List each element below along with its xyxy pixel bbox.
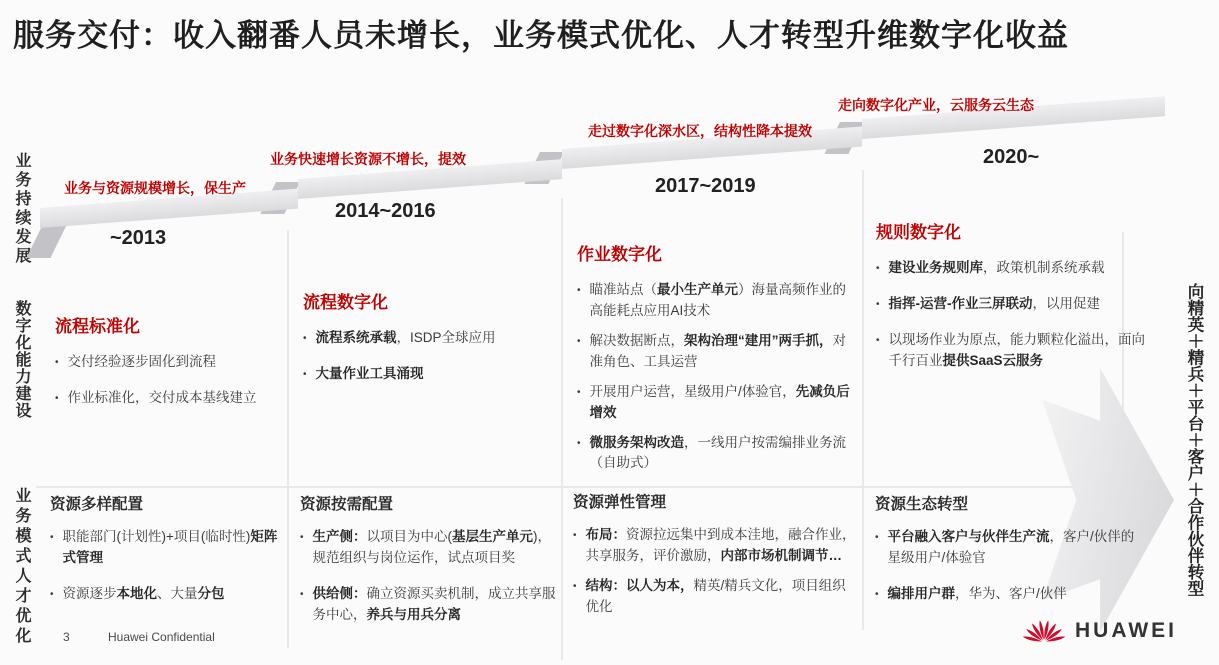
bullet-text: 流程系统承载，ISDP全球应用 (315, 330, 496, 345)
bullet-text: 编排用户群，华为、客户/伙伴 (887, 585, 1067, 601)
huawei-flower-icon (1022, 616, 1066, 646)
capability-section-rule-digitalization (876, 218, 1152, 387)
row-divider (36, 486, 1124, 488)
bullet-list (573, 525, 859, 618)
bullet-dot-icon: • (876, 299, 880, 310)
bullet-item (55, 352, 287, 373)
capability-section-operation-digitalization (577, 240, 857, 483)
capability-section-process-standardization (55, 312, 287, 424)
stage-years-4: 2020~ (983, 146, 1040, 168)
bullet-text: 开展用户运营，星级用户/体验官，先减负后增效 (589, 383, 850, 420)
bullet-item (300, 584, 560, 626)
capability-section-process-digitalization (303, 288, 553, 400)
section-header: 资源多样配置 (50, 496, 144, 513)
bullet-dot-icon: • (50, 532, 54, 543)
bullet-dot-icon: • (303, 369, 307, 380)
bullet-text: 瞄准站点（最小生产单元）海量高频作业的高能耗点应用AI技术 (589, 282, 847, 318)
bullet-item (50, 584, 290, 605)
bullet-item (303, 328, 553, 349)
bullet-dot-icon: • (577, 437, 581, 449)
bullet-text: 平台融入客户与伙伴生产流，客户/伙伴的星级用户/体验官 (887, 529, 1135, 565)
bullet-list (300, 527, 560, 626)
bullet-item (303, 364, 553, 385)
stage-years-1: ~2013 (110, 227, 167, 249)
bullet-dot-icon: • (577, 386, 581, 398)
left-axis-label-business-continuity: 业务持续发展 (13, 152, 30, 266)
bullet-dot-icon: • (300, 532, 304, 543)
bullet-item (876, 294, 1152, 315)
left-axis-label-business-model-talent: 业务模式人才优化 (13, 487, 30, 647)
bullet-text: 供给侧：确立资源买卖机制，成立共享服务中心，养兵与用兵分离 (312, 585, 556, 622)
bullet-list (876, 258, 1152, 372)
bullet-list (55, 352, 287, 409)
stage-years-2: 2014~2016 (335, 200, 436, 222)
bullet-item (577, 382, 857, 424)
stage-tagline-4: 走向数字化产业，云服务云生态 (838, 97, 1034, 113)
bullet-dot-icon: • (876, 263, 880, 274)
bullet-dot-icon: • (300, 588, 304, 600)
bullet-text: 指挥-运营-作业三屏联动，以用促建 (888, 296, 1101, 311)
bullet-item (577, 331, 857, 373)
bullet-dot-icon: • (577, 285, 581, 296)
huawei-logo (1022, 616, 1177, 646)
bullet-item (50, 527, 290, 569)
bullet-text: 以现场作业为原点，能力颗粒化溢出，面向千行百业提供SaaS云服务 (888, 332, 1146, 368)
bullet-text: 结构：以人为本，精英/精兵文化，项目组织优化 (585, 577, 846, 614)
bullet-text: 布局：资源拉远集中到成本洼地，融合作业，共享服务，评价激励，内部市场机制调节… (585, 527, 856, 563)
resource-section-diverse-allocation (50, 492, 290, 620)
section-header: 流程标准化 (55, 317, 140, 336)
stage-tagline-1: 业务与资源规模增长，保生产 (64, 180, 246, 196)
bullet-item (577, 433, 857, 475)
section-header: 流程数字化 (303, 293, 388, 312)
page-number: 3 (63, 630, 70, 644)
bullet-text: 职能部门(计划性)+项目(临时性)矩阵式管理 (62, 529, 278, 565)
bullet-dot-icon: • (875, 532, 879, 543)
section-header: 资源生态转型 (875, 496, 969, 513)
bullet-item (577, 280, 857, 322)
bullet-text: 微服务架构改造，一线用户按需编排业务流（自助式） (589, 434, 847, 471)
bullet-item (55, 388, 287, 409)
column-divider (862, 170, 864, 630)
section-header: 作业数字化 (577, 245, 662, 264)
bullet-dot-icon: • (50, 588, 54, 600)
bullet-item (876, 258, 1152, 279)
bullet-dot-icon: • (876, 335, 880, 346)
stage-years-3: 2017~2019 (655, 175, 756, 197)
bullet-dot-icon: • (573, 530, 577, 541)
bullet-item (875, 584, 1145, 605)
bullet-item (573, 576, 859, 618)
section-header: 规则数字化 (876, 223, 961, 242)
bullet-list (303, 328, 553, 385)
bullet-dot-icon: • (55, 357, 59, 368)
bullet-text: 交付经验逐步固化到流程 (67, 354, 217, 369)
bullet-dot-icon: • (303, 333, 307, 344)
bullet-dot-icon: • (875, 588, 879, 600)
stage-tagline-3: 走过数字化深水区，结构性降本提效 (588, 123, 812, 139)
bullet-text: 解决数据断点，架构治理“建用”两手抓，对准角色、工具运营 (589, 332, 847, 369)
left-axis-label-digital-capability: 数字化能力建设 (13, 300, 30, 419)
bullet-text: 大量作业工具涌现 (315, 366, 424, 381)
bullet-item (875, 527, 1145, 569)
resource-section-ecosystem-transformation (875, 492, 1145, 620)
bullet-text: 作业标准化，交付成本基线建立 (67, 390, 257, 405)
page-title: 服务交付：收入翻番人员未增长，业务模式优化、人才转型升维数字化收益 (13, 18, 1069, 53)
column-divider (561, 198, 563, 660)
section-header: 资源弹性管理 (573, 494, 667, 511)
bullet-text: 资源逐步本地化、大量分包 (62, 585, 225, 601)
bullet-list (875, 527, 1145, 605)
bullet-dot-icon: • (573, 580, 577, 592)
confidential-label: Huawei Confidential (108, 630, 215, 644)
bullet-list (50, 527, 290, 605)
bullet-item (876, 330, 1152, 372)
resource-section-on-demand-allocation (300, 492, 560, 641)
bullet-item (573, 525, 859, 567)
bullet-list (577, 280, 857, 474)
huawei-wordmark: HUAWEI (1075, 619, 1177, 642)
section-header: 资源按需配置 (300, 496, 394, 513)
stage-tagline-2: 业务快速增长资源不增长，提效 (270, 151, 466, 167)
resource-section-elastic-management (573, 490, 859, 627)
bullet-dot-icon: • (55, 393, 59, 404)
bullet-text: 建设业务规则库，政策机制系统承载 (888, 260, 1105, 275)
bullet-dot-icon: • (577, 335, 581, 347)
bullet-text: 生产侧：以项目为中心(基层生产单元)，规范组织与岗位运作，试点项目奖 (312, 529, 552, 565)
bullet-item (300, 527, 560, 569)
right-transformation-label: 向精英＋精兵＋平台＋客户＋合作伙伴转型 (1185, 283, 1203, 597)
